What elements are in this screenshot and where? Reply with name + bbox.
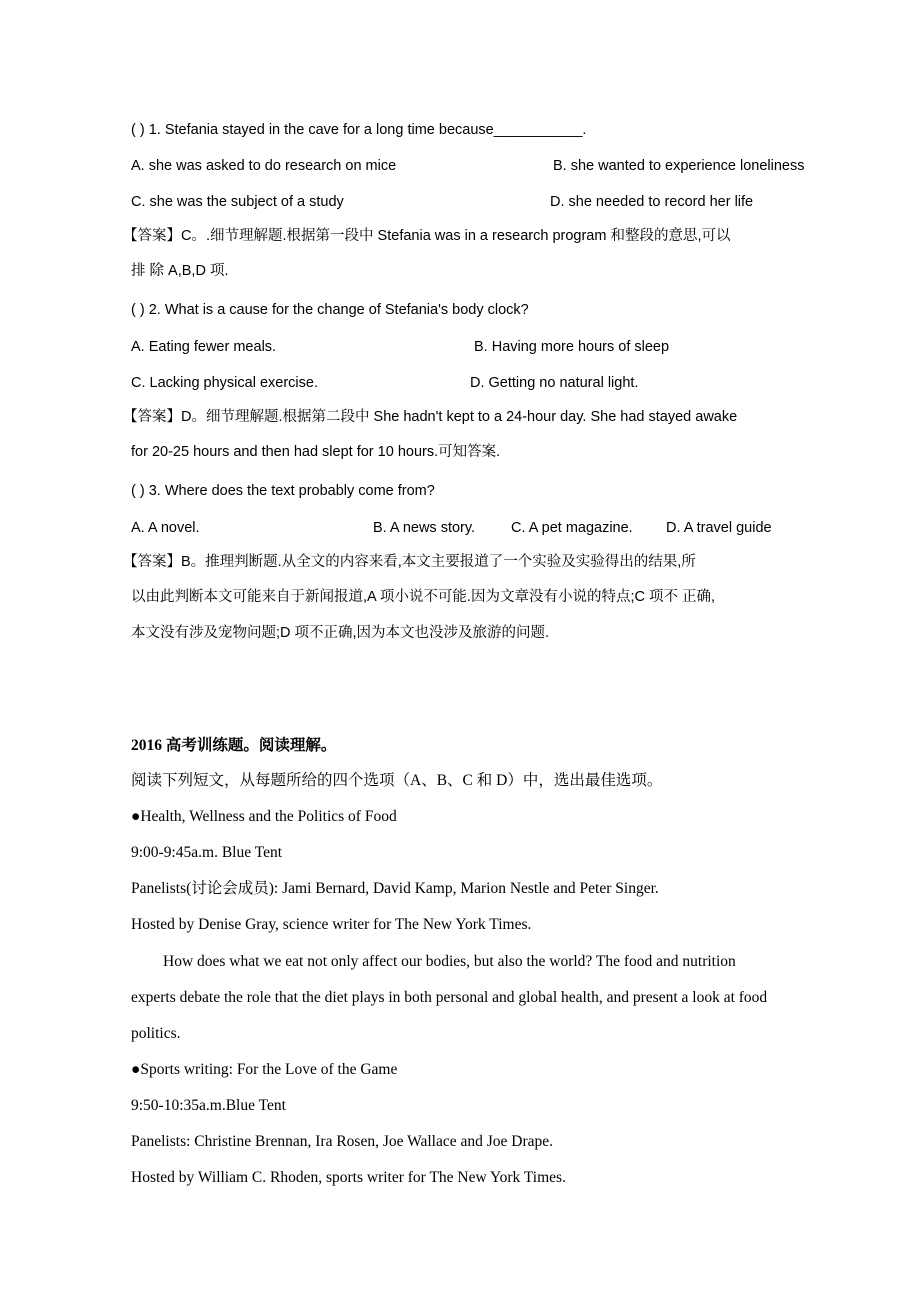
question-1-answer-line-2: 排 除 A,B,D 项. xyxy=(131,263,229,279)
question-1-options-row-1 xyxy=(131,156,831,176)
event-1-time: 9:00-9:45a.m. Blue Tent xyxy=(131,844,283,861)
question-3-answer-text: 【答案】B。推理判断题.从全文的内容来看,本文主要报道了一个实验及实验得出的结果,所 xyxy=(123,554,696,570)
question-3-answer-line-2: 以由此判断本文可能来自于新闻报道,A 项小说不可能.因为文章没有小说的特点;C 项不 正确, xyxy=(131,589,716,605)
event-2-host: Hosted by William C. Rhoden, sports writer for The New York Times. xyxy=(131,1169,566,1186)
event-1-description-line-1: How does what we eat not only affect our bodies, but also the world? The food and nutrition xyxy=(163,953,736,970)
question-2-option-d: D. Getting no natural light. xyxy=(470,375,639,391)
question-3-answer-line-1 xyxy=(123,552,696,572)
question-1-option-c: C. she was the subject of a study xyxy=(131,194,344,210)
question-2-answer-line-2: for 20-25 hours and then had slept for 10 hours.可知答案. xyxy=(131,444,501,460)
question-1-option-b: B. she wanted to experience loneliness xyxy=(553,158,805,174)
question-2-option-a: A. Eating fewer meals. xyxy=(131,339,277,355)
event-1-description-line-3: politics. xyxy=(131,1025,181,1042)
question-2-options-row-1 xyxy=(131,337,831,357)
question-1-answer-line-1 xyxy=(123,226,731,246)
question-2-option-b: B. Having more hours of sleep xyxy=(474,339,670,355)
event-1-panelists: Panelists(讨论会成员): Jami Bernard, David Kamp, Marion Nestle and Peter Singer. xyxy=(131,880,659,897)
section-title: 2016 高考训练题。阅读理解。 xyxy=(131,737,337,754)
question-3-option-d: D. A travel guide xyxy=(666,520,772,536)
event-2-panelists: Panelists: Christine Brennan, Ira Rosen, Joe Wallace and Joe Drape. xyxy=(131,1133,554,1150)
question-1-option-a: A. she was asked to do research on mice xyxy=(131,158,397,174)
question-2-options-row-2 xyxy=(131,373,831,393)
section-instruction: 阅读下列短文，从每题所给的四个选项（A、B、C 和 D）中，选出最佳选项。 xyxy=(131,772,663,789)
event-1-host: Hosted by Denise Gray, science writer for The New York Times. xyxy=(131,916,532,933)
question-2-answer-text: 【答案】D。细节理解题.根据第二段中 She hadn't kept to a 24-hour day. She had stayed awake xyxy=(123,409,738,425)
event-1-title: ●Health, Wellness and the Politics of Food xyxy=(131,808,397,825)
question-1-option-d: D. she needed to record her life xyxy=(550,194,754,210)
event-1-description-line-2: experts debate the role that the diet plays in both personal and global health, and present a look at food xyxy=(131,989,768,1006)
question-2-option-c: C. Lacking physical exercise. xyxy=(131,375,318,391)
question-1-answer-text: 【答案】C。.细节理解题.根据第一段中 Stefania was in a research program 和整段的意思,可以 xyxy=(123,228,731,244)
question-3-stem: ( ) 3. Where does the text probably come from? xyxy=(131,483,435,499)
event-2-time: 9:50-10:35a.m.Blue Tent xyxy=(131,1097,286,1114)
question-3-options-row xyxy=(131,518,831,538)
question-1-options-row-2 xyxy=(131,192,831,212)
question-3-option-c: C. A pet magazine. xyxy=(511,520,633,536)
question-3-option-b: B. A news story. xyxy=(373,520,476,536)
question-1-stem: ( ) 1. Stefania stayed in the cave for a long time because___________. xyxy=(131,122,587,138)
question-2-stem: ( ) 2. What is a cause for the change of Stefania's body clock? xyxy=(131,302,529,318)
question-3-answer-line-3: 本文没有涉及宠物问题;D 项不正确,因为本文也没涉及旅游的问题. xyxy=(131,625,550,641)
question-3-option-a: A. A novel. xyxy=(131,520,200,536)
question-2-answer-line-1 xyxy=(123,407,738,427)
event-2-title: ●Sports writing: For the Love of the Game xyxy=(131,1061,398,1078)
